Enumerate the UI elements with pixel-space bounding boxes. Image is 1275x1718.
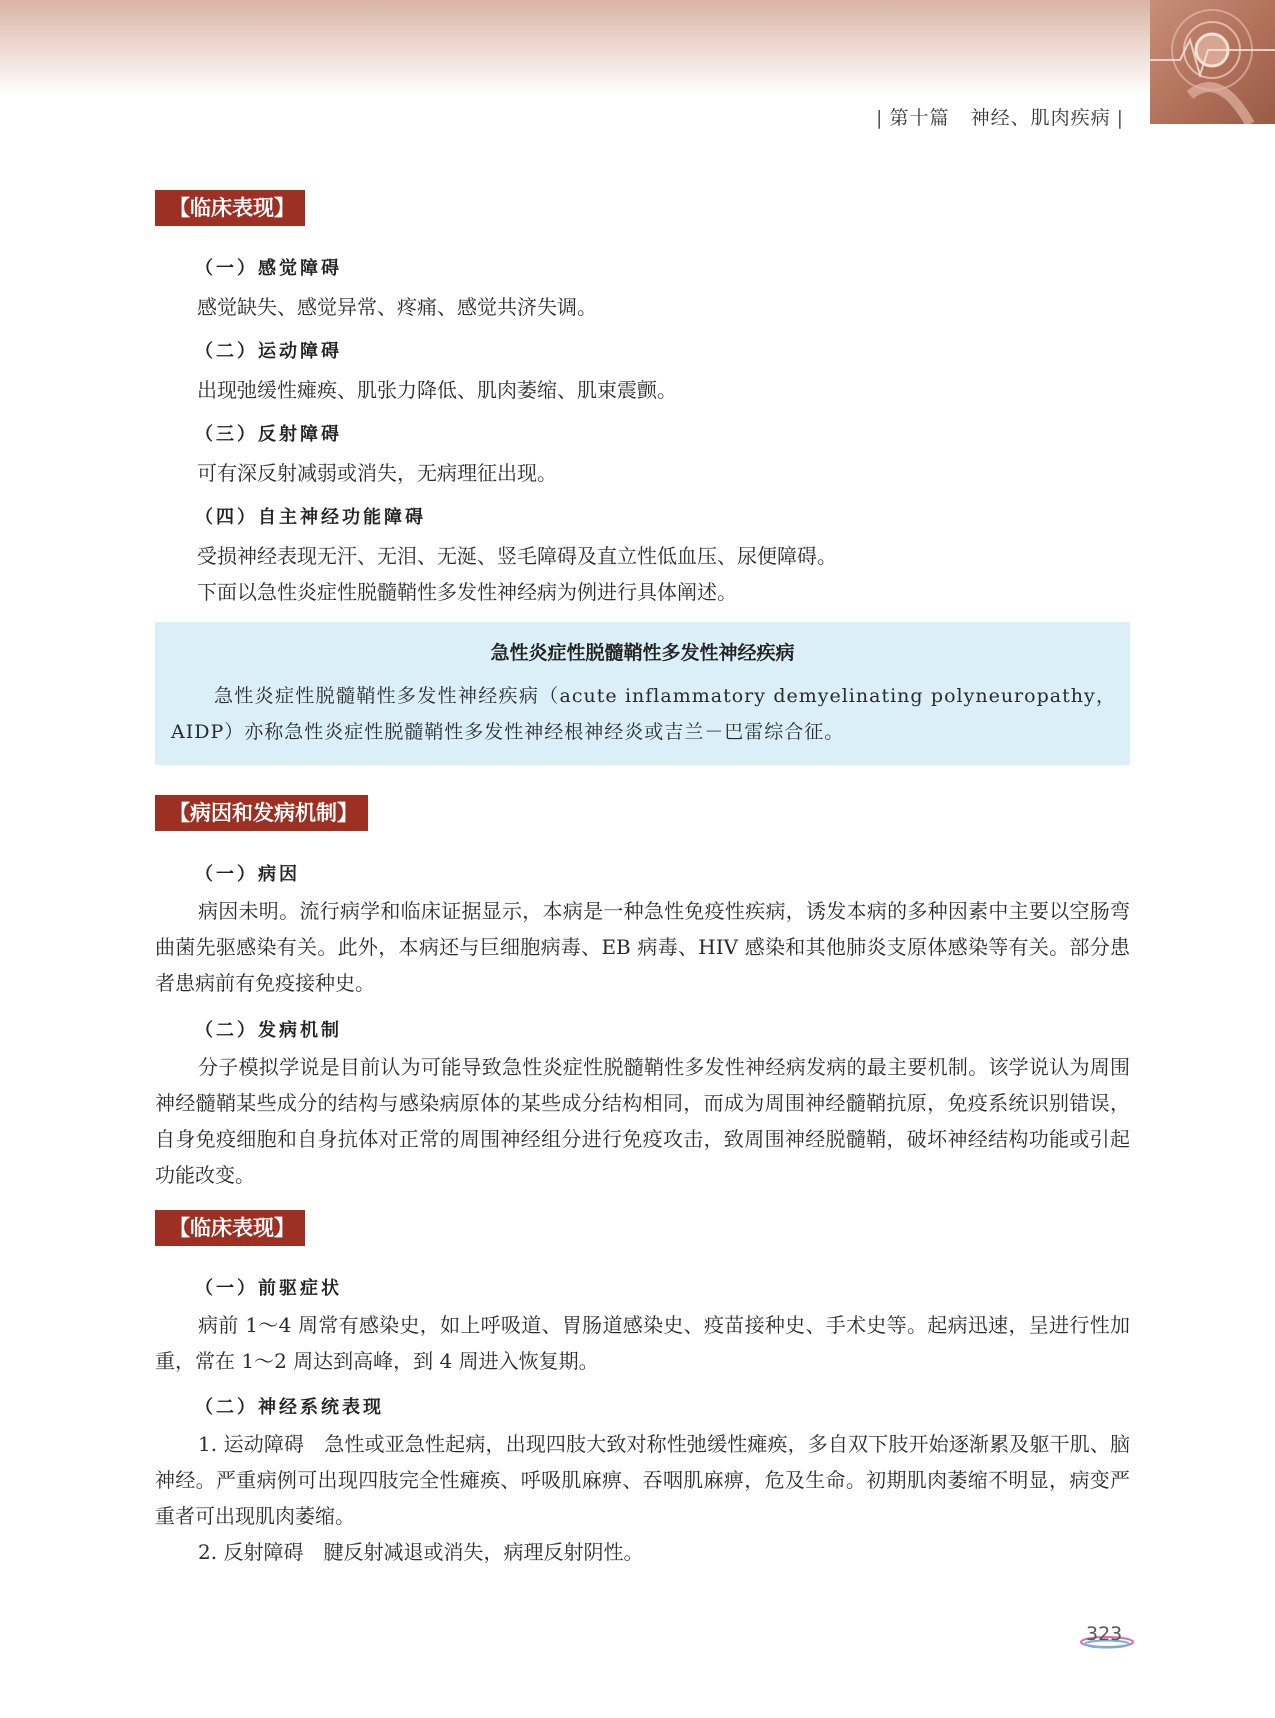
paragraph: 感觉缺失、感觉异常、疼痛、感觉共济失调。 [197,295,597,319]
paragraph: 2. 反射障碍 腱反射减退或消失，病理反射阴性。 [198,1540,644,1564]
paragraph: 可有深反射减弱或消失，无病理征出现。 [197,461,557,485]
subsection-title: （三）反射障碍 [195,424,342,445]
chapter-part: 第十篇 [889,107,950,129]
paragraph: 1. 运动障碍 急性或亚急性起病，出现四肢大致对称性弛缓性瘫痪，多自双下肢开始逐渐累及躯干肌、脑神经。严重病例可出现四肢完全性瘫痪、呼吸肌麻痹、吞咽肌麻痹，危及生命。初期肌肉萎缩不明显，病变严重者可出现肌肉萎缩。 [155,1432,1130,1528]
subsection-title: （一）前驱症状 [195,1278,342,1299]
chapter-title: 神经、肌肉疾病 [970,107,1111,129]
section-tag-clinical: 【临床表现】 [155,190,305,226]
definition-body: 急性炎症性脱髓鞘性多发性神经疾病（acute inflammatory demyelinating polyneuropathy，AIDP）亦称急性炎症性脱髓鞘性多发性神经根神经炎或吉兰－巴雷综合征。 [171,685,1116,743]
definition-title: 急性炎症性脱髓鞘性多发性神经疾病 [490,642,795,664]
paragraph: 病前 1～4 周常有感染史，如上呼吸道、胃肠道感染史、疫苗接种史、手术史等。起病迅速，呈进行性加重，常在 1～2 周达到高峰，到 4 周进入恢复期。 [155,1313,1130,1373]
subsection-title: （一）感觉障碍 [195,258,342,279]
chapter-header: | 第十篇 神经、肌肉疾病 | [876,107,1124,129]
paragraph: 病因未明。流行病学和临床证据显示，本病是一种急性免疫性疾病，诱发本病的多种因素中主要以空肠弯曲菌先驱感染有关。此外，本病还与巨细胞病毒、EB 病毒、HIV 感染和其他肺炎支原体感染等有关。部分患者患病前有免疫接种史。 [155,899,1130,995]
header-band [0,0,1275,95]
subsection-title: （二）神经系统表现 [195,1397,384,1418]
subsection-title: （一）病因 [195,864,300,885]
paragraph: 分子模拟学说是目前认为可能导致急性炎症性脱髓鞘性多发性神经病发病的最主要机制。该学说认为周围神经髓鞘某些成分的结构与感染病原体的某些成分结构相同，而成为周围神经髓鞘抗原，免疫系统识别错误，自身免疫细胞和自身抗体对正常的周围神经组分进行免疫攻击，致周围神经脱髓鞘，破坏神经结构功能或引起功能改变。 [155,1055,1130,1187]
subsection-title: （二）发病机制 [195,1020,342,1041]
subsection-title: （四）自主神经功能障碍 [195,507,426,528]
section-tag-etiology: 【病因和发病机制】 [155,795,368,831]
page-number-text: 323 [1086,1623,1123,1645]
stethoscope-heartbeat-icon [1150,0,1275,124]
section-tag-clinical-2: 【临床表现】 [155,1210,305,1246]
page-number [1078,1620,1136,1650]
definition-box [155,622,1130,765]
paragraph: 受损神经表现无汗、无泪、无涎、竖毛障碍及直立性低血压、尿便障碍。 [197,544,837,568]
paragraph: 出现弛缓性瘫痪、肌张力降低、肌肉萎缩、肌束震颤。 [197,378,677,402]
paragraph: 下面以急性炎症性脱髓鞘性多发性神经病为例进行具体阐述。 [197,580,737,604]
subsection-title: （二）运动障碍 [195,341,342,362]
